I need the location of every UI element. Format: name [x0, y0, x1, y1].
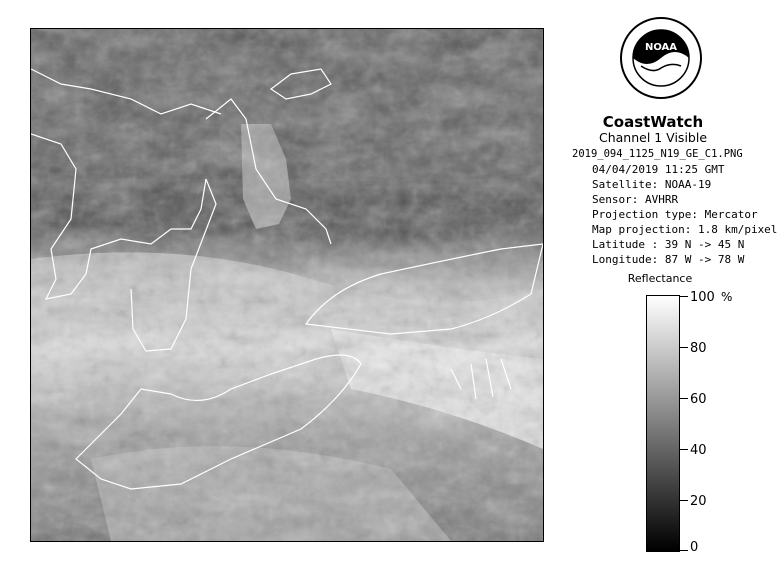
satellite-image [30, 28, 544, 542]
colorbar-tick-label: 100 [690, 290, 715, 305]
colorbar-tick [680, 398, 688, 399]
colorbar-tick [680, 347, 688, 348]
colorbar-tick-label: 60 [690, 392, 707, 407]
satellite-label: Satellite: NOAA-19 [592, 178, 712, 191]
colorbar-tick [680, 296, 688, 297]
channel-subtitle: Channel 1 Visible [598, 130, 708, 145]
map-projection: Map projection: 1.8 km/pixel [592, 223, 778, 236]
reflectance-colorbar [646, 295, 680, 552]
colorbar-tick-label: 0 [690, 540, 699, 555]
colorbar-tick-label: 40 [690, 443, 707, 458]
filename: 2019_094_1125_N19_GE_C1.PNG [572, 148, 743, 160]
latitude-range: Latitude : 39 N -> 45 N [592, 238, 745, 251]
legend-title: Reflectance [627, 272, 693, 285]
datetime: 04/04/2019 11:25 GMT [592, 163, 725, 176]
legend-unit: % [721, 290, 733, 304]
colorbar-tick [680, 449, 688, 450]
colorbar-tick [680, 500, 688, 501]
speckle-texture [31, 29, 543, 541]
sensor-label: Sensor: AVHRR [592, 193, 679, 206]
logo-text: NOAA [644, 42, 678, 53]
app-title: CoastWatch [602, 113, 704, 131]
longitude-range: Longitude: 87 W -> 78 W [592, 253, 745, 266]
colorbar-tick [680, 550, 688, 551]
noaa-logo [619, 16, 703, 110]
projection-type: Projection type: Mercator [592, 208, 758, 221]
colorbar-tick-label: 20 [690, 494, 707, 509]
colorbar-tick-label: 80 [690, 341, 707, 356]
